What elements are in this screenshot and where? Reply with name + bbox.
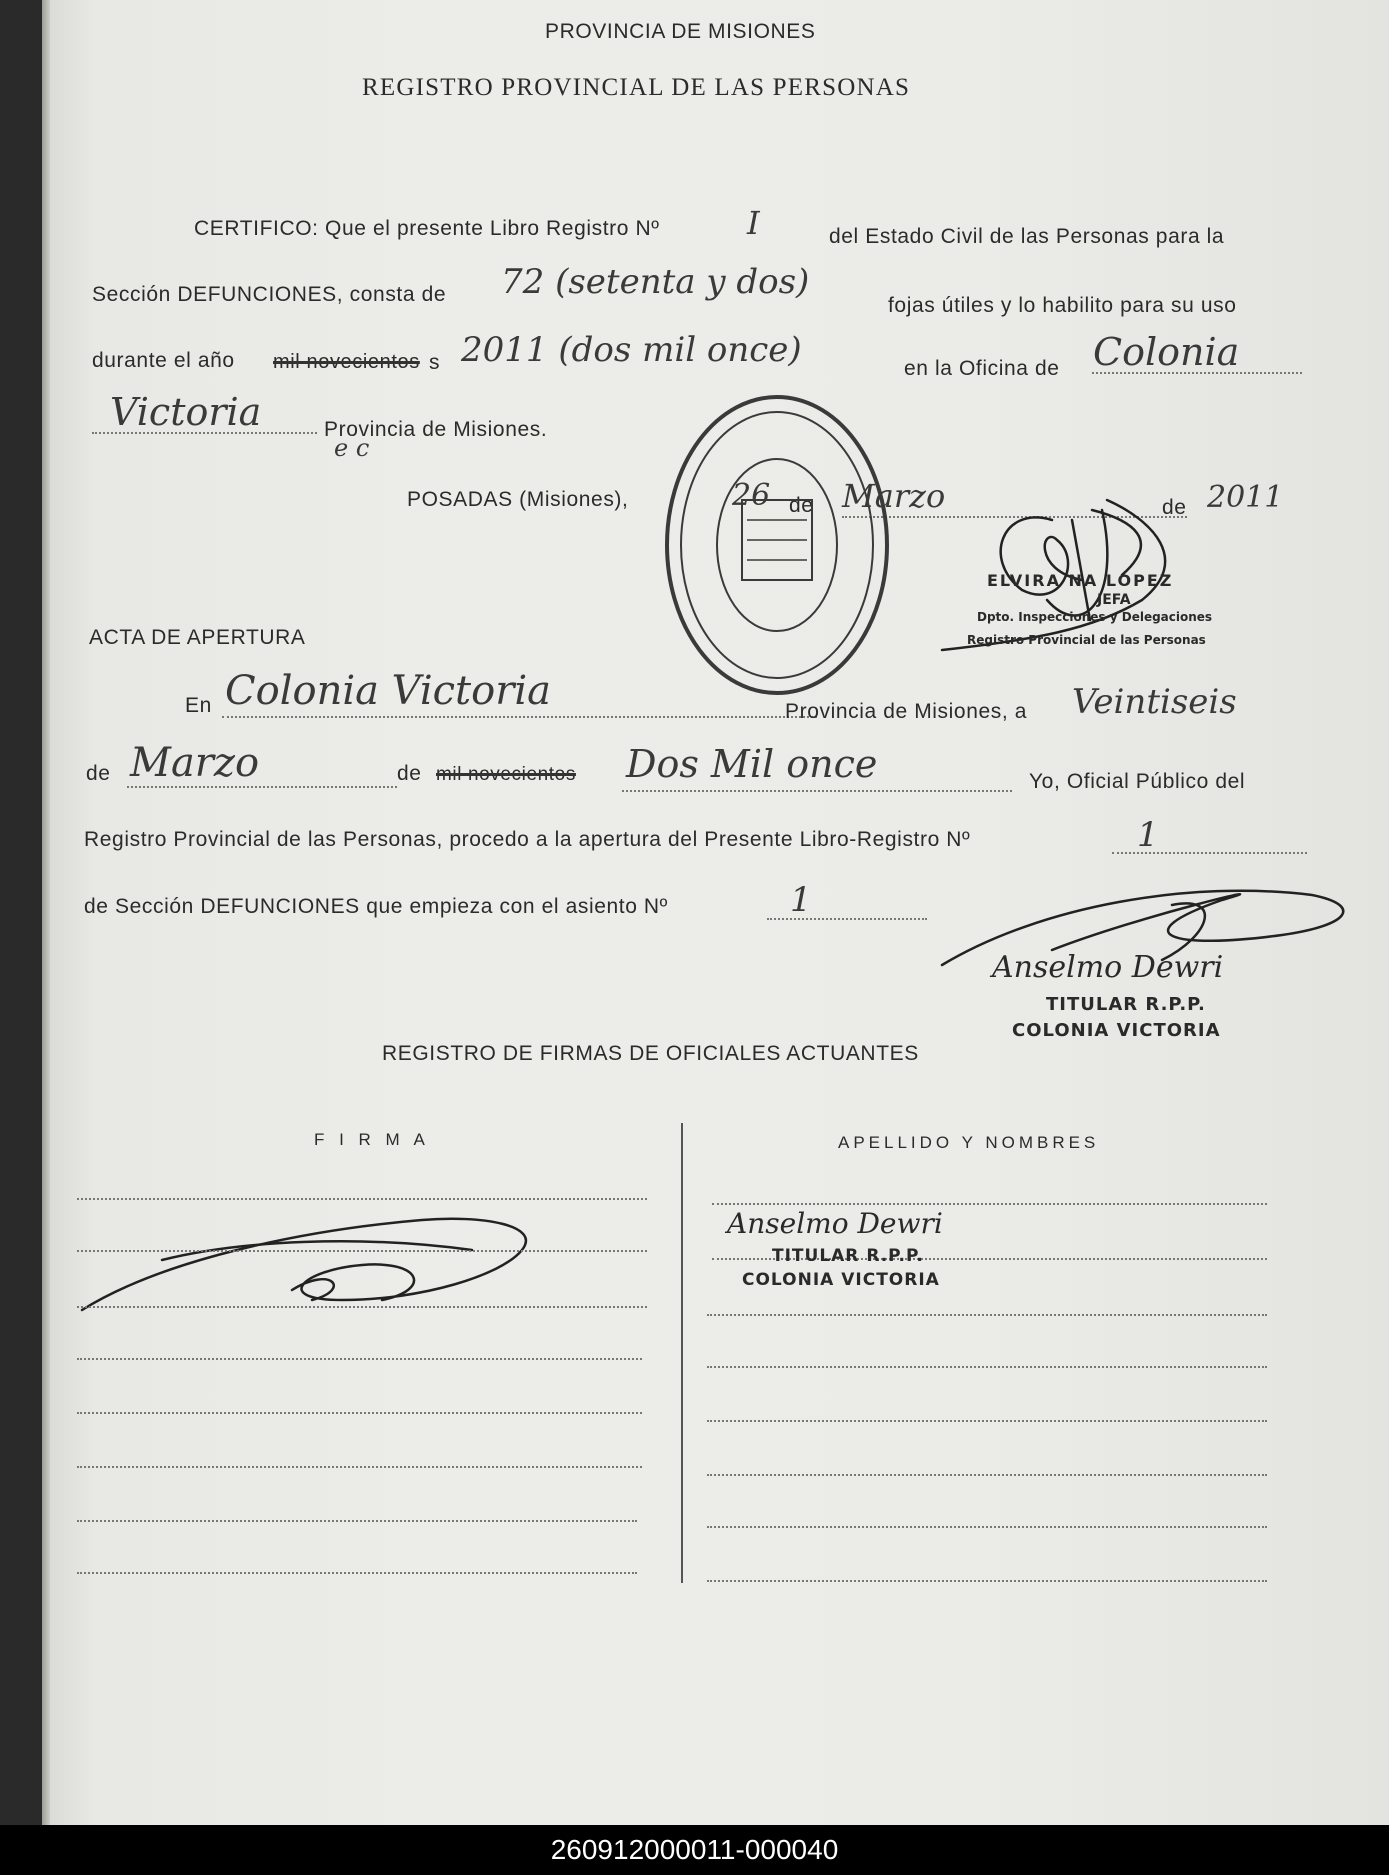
- signatures-heading: REGISTRO DE FIRMAS DE OFICIALES ACTUANTES: [382, 1042, 919, 1065]
- apertura-heading: ACTA DE APERTURA: [89, 626, 306, 649]
- firma-line: [77, 1466, 642, 1468]
- cert-line4-b: Provincia de Misiones.: [324, 418, 548, 441]
- apertura-entry-number: 1: [790, 880, 812, 920]
- apertura-official: Yo, Oficial Público del: [1029, 770, 1246, 793]
- apertura-place: Colonia Victoria: [225, 668, 551, 714]
- cert-book-number: I: [747, 204, 760, 242]
- apertura-mid: Provincia de Misiones, a: [785, 700, 1028, 723]
- name-line: [707, 1474, 1267, 1476]
- apertura-month-dots: [127, 786, 397, 788]
- apertura-line4: de Sección DEFUNCIONES que empieza con el asiento Nº: [84, 895, 668, 918]
- cert-struck-text: mil novecientos: [273, 351, 420, 373]
- apertura-year: Dos Mil once: [626, 742, 878, 786]
- document-page: [42, 0, 1389, 1825]
- cert-s: s: [429, 351, 441, 374]
- cert-folios: 72 (setenta y dos): [501, 262, 810, 302]
- apertura-year-dots: [622, 790, 1012, 792]
- cert-line2-b: fojas útiles y lo habilito para su uso: [888, 294, 1237, 317]
- apertura-de-2: de: [397, 762, 422, 785]
- official-seal: [667, 397, 887, 693]
- signer1-line1: Dpto. Inspecciones y Delegaciones: [977, 610, 1213, 624]
- apertura-day: Veintiseis: [1072, 682, 1237, 722]
- signer2-place: COLONIA VICTORIA: [1012, 1020, 1221, 1041]
- cert-line1-a: CERTIFICO: Que el presente Libro Registro Nº: [194, 217, 660, 240]
- name-line: [707, 1420, 1267, 1422]
- cert-year-end: 2011: [1207, 480, 1284, 515]
- cert-line3-a: durante el año: [92, 349, 235, 372]
- registry-heading: REGISTRO PROVINCIAL DE LAS PERSONAS: [362, 74, 911, 101]
- apertura-line3: Registro Provincial de las Personas, procedo a la apertura del Presente Libro-Registro Nº: [84, 828, 971, 851]
- cert-office-2: Victoria: [110, 390, 262, 434]
- cert-line2-a: Sección DEFUNCIONES, consta de: [92, 283, 447, 306]
- cert-month: Marzo: [842, 477, 946, 515]
- firma-line: [77, 1520, 637, 1522]
- signer2-name: Anselmo Dewri: [992, 950, 1224, 985]
- firma-line: [77, 1306, 647, 1308]
- cert-de-1: de: [789, 494, 814, 517]
- cert-year: 2011 (dos mil once): [461, 330, 802, 370]
- apertura-place-dots: [222, 716, 817, 718]
- firma-column-header: F I R M A: [314, 1130, 430, 1149]
- name-line: [707, 1366, 1267, 1368]
- signer1-line2: Registro Provincial de las Personas: [967, 633, 1206, 647]
- firma-line: [77, 1198, 647, 1200]
- cert-office-1: Colonia: [1093, 330, 1240, 374]
- cert-place: POSADAS (Misiones),: [407, 488, 629, 511]
- cert-line1-b: del Estado Civil de las Personas para la: [829, 225, 1225, 248]
- signature-firma-column: [82, 1219, 526, 1310]
- apertura-entry-dots: [767, 918, 927, 920]
- cert-de-2: de: [1162, 496, 1187, 519]
- name-line: [712, 1203, 1267, 1205]
- column-divider: [681, 1123, 683, 1583]
- name-line: [707, 1580, 1267, 1582]
- names-stamp-place: COLONIA VICTORIA: [742, 1270, 940, 1290]
- firma-line: [77, 1250, 647, 1252]
- apertura-de-1: de: [86, 762, 111, 785]
- names-stamp-title: TITULAR R.P.P.: [772, 1246, 924, 1266]
- names-column-header: APELLIDO Y NOMBRES: [838, 1133, 1100, 1152]
- firma-line: [77, 1572, 637, 1574]
- province-heading: PROVINCIA DE MISIONES: [545, 20, 816, 43]
- apertura-month: Marzo: [130, 740, 260, 786]
- cert-ec: e c: [334, 434, 370, 462]
- firma-line: [77, 1358, 642, 1360]
- cert-line3-b: en la Oficina de: [904, 357, 1060, 380]
- firma-line: [77, 1412, 642, 1414]
- document-id-footer: 260912000011-000040: [0, 1825, 1389, 1875]
- signer2-title: TITULAR R.P.P.: [1046, 994, 1206, 1015]
- names-stamp-name: Anselmo Dewri: [727, 1207, 943, 1240]
- apertura-en: En: [185, 694, 212, 717]
- apertura-book-number: 1: [1137, 815, 1159, 855]
- signer1-title: JEFA: [1097, 592, 1131, 608]
- cert-day: 26: [732, 478, 771, 513]
- signer1-name: ELVIRA NA LÓPEZ: [987, 571, 1174, 590]
- apertura-struck: mil novecientos: [436, 764, 576, 785]
- apertura-book-dots: [1112, 852, 1307, 854]
- name-line: [707, 1526, 1267, 1528]
- name-line: [707, 1314, 1267, 1316]
